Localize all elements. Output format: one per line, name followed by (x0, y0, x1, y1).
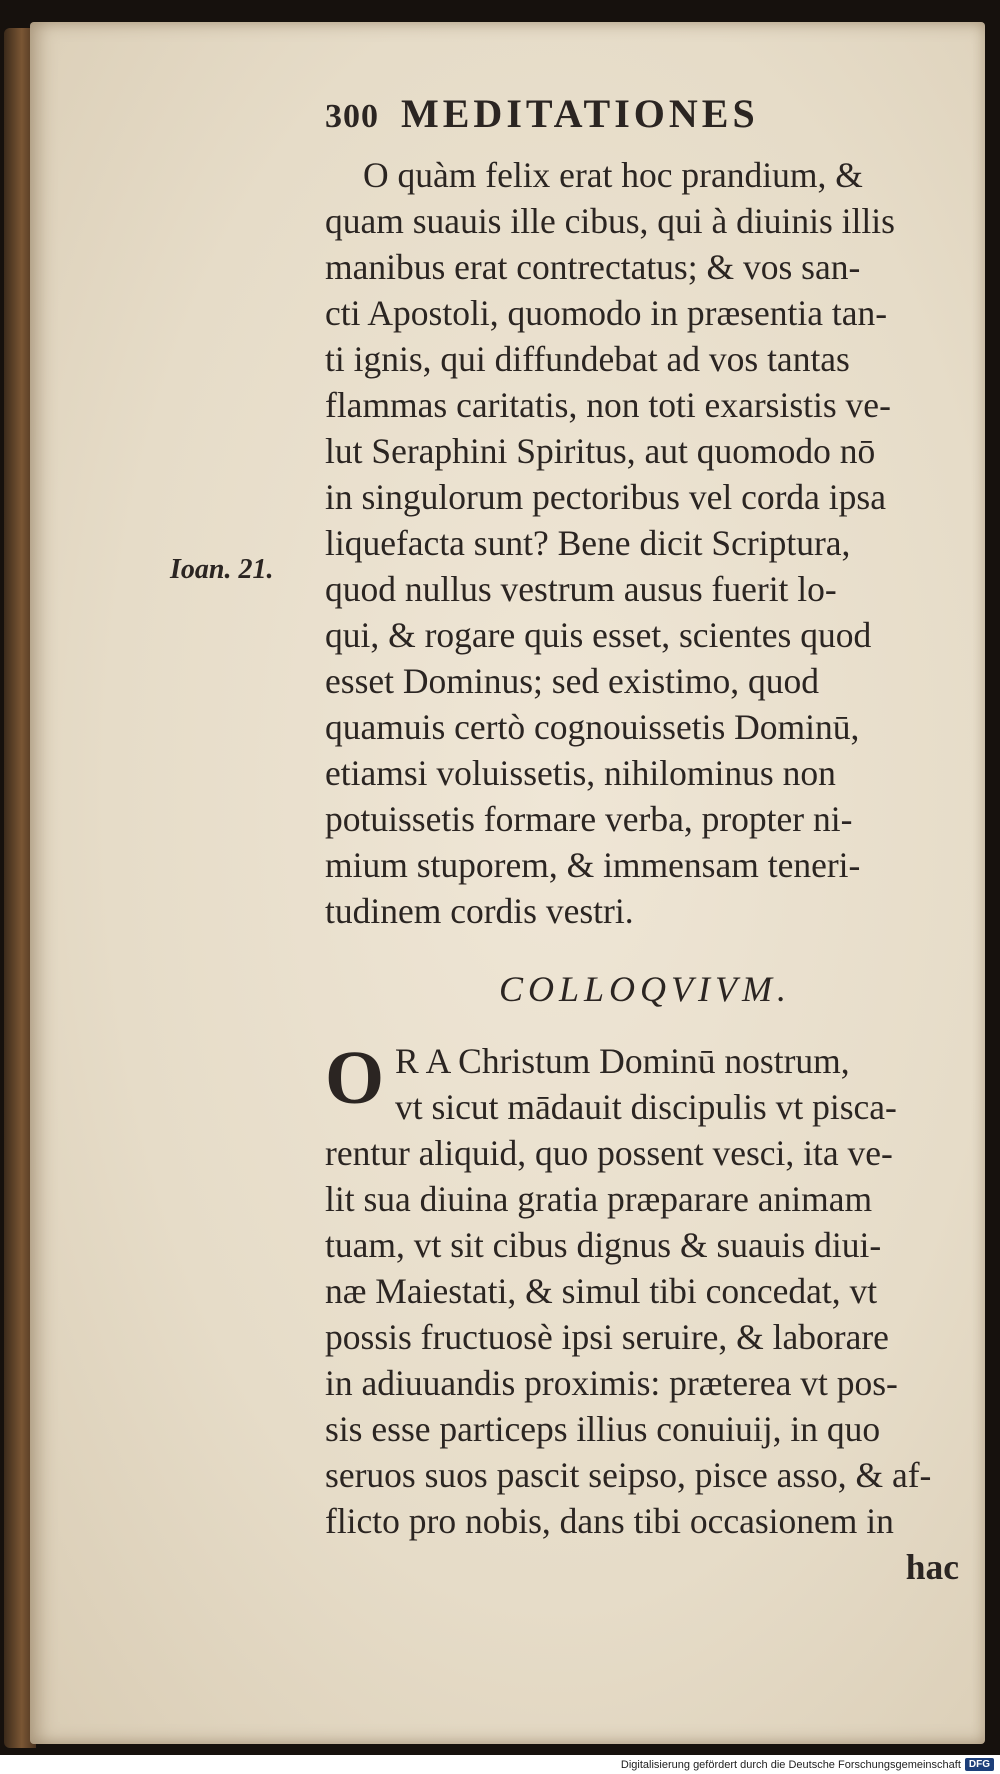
text-line: lit sua diuina gratia præparare animam (325, 1179, 873, 1219)
text-line: quam suauis ille cibus, qui à diuinis illis (325, 201, 895, 241)
page-header (325, 90, 965, 150)
text-line: quod nullus vestrum ausus fuerit lo- (325, 569, 837, 609)
text-line: quamuis certò cognouissetis Dominū, (325, 707, 860, 747)
text-line: mium stuporem, & immensam teneri- (325, 845, 861, 885)
text-line: seruos suos pascit seipso, pisce asso, & af- (325, 1455, 932, 1495)
page-number: 300 (325, 98, 379, 135)
footer-credit-text: Digitalisierung gefördert durch die Deutsche Forschungsgemeinschaft (620, 1758, 961, 1771)
text-line: qui, & rogare quis esset, scientes quod (325, 615, 872, 655)
text-line: rentur aliquid, quo possent vesci, ita ve- (325, 1133, 893, 1173)
text-line: in adiuuandis proximis: præterea vt pos- (325, 1363, 898, 1403)
colloquium-paragraph (325, 1038, 965, 1590)
digitization-footer (0, 1755, 1000, 1774)
text-line: O quàm felix erat hoc prandium, & (363, 155, 863, 195)
text-line: flammas caritatis, non toti exarsistis ve- (325, 385, 891, 425)
catchword: hac (905, 1547, 959, 1587)
text-line: ti ignis, qui diffundebat ad vos tantas (325, 339, 850, 379)
text-line: lut Seraphini Spiritus, aut quomodo nō (325, 431, 876, 471)
text-line: potuissetis formare verba, propter ni- (325, 799, 853, 839)
text-line: tudinem cordis vestri. (325, 891, 634, 931)
text-line: esset Dominus; sed existimo, quod (325, 661, 820, 701)
text-line: R A Christum Dominū nostrum, (395, 1041, 850, 1081)
section-heading: COLLOQVIVM. (498, 969, 791, 1009)
text-line: possis fructuosè ipsi seruire, & laborare (325, 1317, 889, 1357)
text-line: manibus erat contrectatus; & vos san- (325, 247, 861, 287)
text-line: sis esse particeps illius conuiuij, in quo (325, 1409, 881, 1449)
text-line: næ Maiestati, & simul tibi concedat, vt (325, 1271, 878, 1311)
dfg-logo-icon: DFG (965, 1758, 994, 1771)
text-line: in singulorum pectoribus vel corda ipsa (325, 477, 886, 517)
page-content (325, 90, 965, 1590)
text-line: vt sicut mādauit discipulis vt pisca- (395, 1087, 897, 1127)
meditation-paragraph (325, 152, 965, 934)
drop-cap: O (325, 1036, 385, 1120)
text-line: liquefacta sunt? Bene dicit Scriptura, (325, 523, 851, 563)
text-line: etiamsi voluissetis, nihilominus non (325, 753, 836, 793)
text-line: cti Apostoli, quomodo in præsentia tan- (325, 293, 888, 333)
text-line: tuam, vt sit cibus dignus & suauis diui- (325, 1225, 882, 1265)
running-title: MEDITATIONES (401, 91, 759, 136)
text-line: flicto pro nobis, dans tibi occasionem in (325, 1501, 894, 1541)
margin-note: Ioan. 21. (170, 554, 274, 585)
